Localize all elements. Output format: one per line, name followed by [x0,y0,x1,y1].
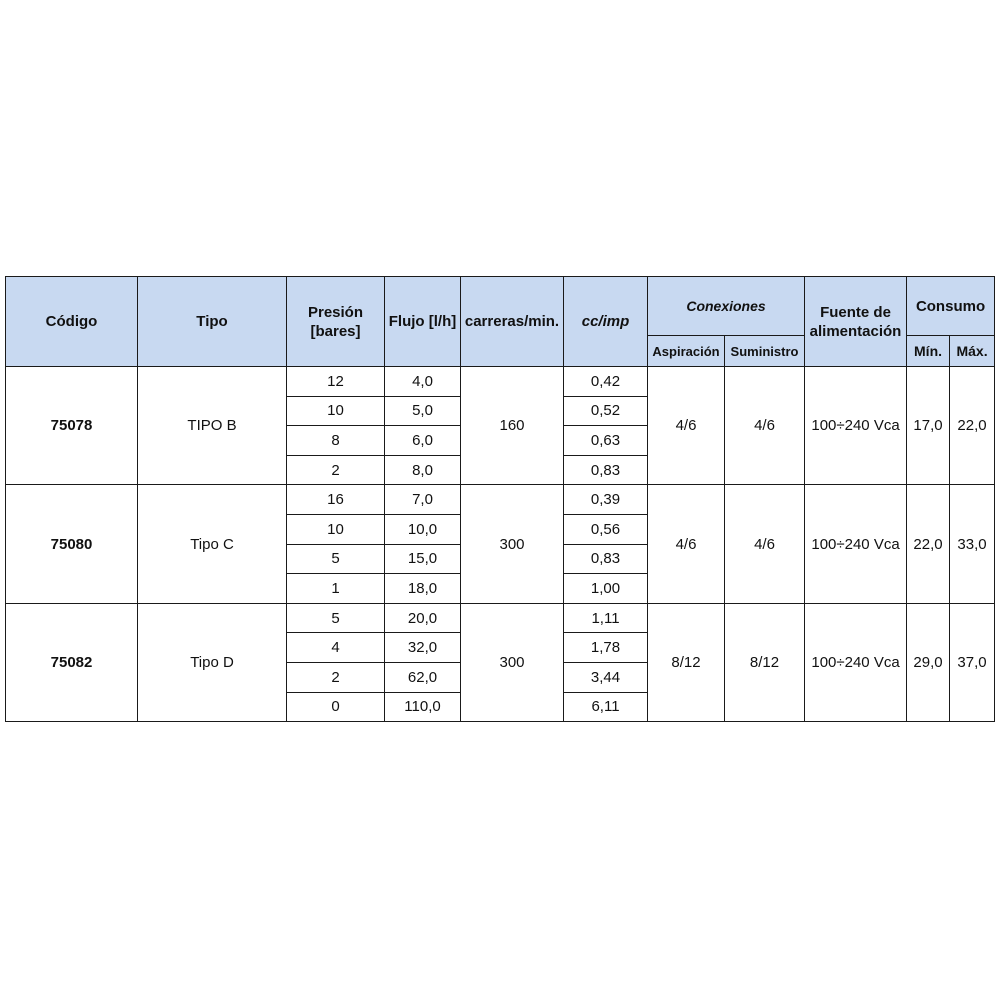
cell-presion: 12 [287,367,385,397]
cell-tipo: Tipo D [138,603,287,721]
header-aspiracion: Aspiración [648,336,725,367]
cell-carreras: 300 [461,603,564,721]
cell-aspiracion: 4/6 [648,485,725,603]
table-row [6,485,995,515]
header-conexiones: Conexiones [648,277,805,336]
cell-cc: 0,42 [564,367,648,397]
cell-cc: 1,11 [564,603,648,633]
cell-flujo: 7,0 [385,485,461,515]
cell-aspiracion: 8/12 [648,603,725,721]
cell-cc: 0,52 [564,396,648,426]
header-suministro: Suministro [725,336,805,367]
cell-aspiracion: 4/6 [648,367,725,485]
header-consumo: Consumo [907,277,995,336]
header-tipo: Tipo [138,277,287,367]
cell-flujo: 8,0 [385,455,461,485]
cell-flujo: 110,0 [385,692,461,722]
cell-cc: 0,39 [564,485,648,515]
cell-cc: 6,11 [564,692,648,722]
cell-tipo: TIPO B [138,367,287,485]
cell-flujo: 10,0 [385,514,461,544]
cell-cc: 0,56 [564,514,648,544]
cell-fuente: 100÷240 Vca [805,603,907,721]
cell-codigo: 75082 [6,603,138,721]
cell-cc: 3,44 [564,662,648,692]
cell-suministro: 4/6 [725,485,805,603]
cell-cc: 0,63 [564,426,648,456]
cell-carreras: 300 [461,485,564,603]
header-min: Mín. [907,336,950,367]
cell-max: 33,0 [950,485,995,603]
cell-max: 22,0 [950,367,995,485]
cell-presion: 1 [287,574,385,604]
cell-cc: 0,83 [564,455,648,485]
cell-presion: 4 [287,633,385,663]
cell-cc: 1,78 [564,633,648,663]
cell-flujo: 6,0 [385,426,461,456]
cell-max: 37,0 [950,603,995,721]
cell-flujo: 20,0 [385,603,461,633]
cell-presion: 5 [287,603,385,633]
cell-presion: 0 [287,692,385,722]
header-carreras: carreras/min. [461,277,564,367]
cell-codigo: 75080 [6,485,138,603]
cell-cc: 0,83 [564,544,648,574]
header-presion: Presión [bares] [287,277,385,367]
table-row [6,367,995,397]
cell-presion: 8 [287,426,385,456]
cell-min: 22,0 [907,485,950,603]
cell-presion: 2 [287,455,385,485]
cell-min: 17,0 [907,367,950,485]
cell-flujo: 4,0 [385,367,461,397]
cell-fuente: 100÷240 Vca [805,367,907,485]
table-header [6,277,995,367]
table-body [6,367,995,722]
cell-presion: 5 [287,544,385,574]
cell-codigo: 75078 [6,367,138,485]
cell-flujo: 62,0 [385,662,461,692]
cell-min: 29,0 [907,603,950,721]
cell-suministro: 8/12 [725,603,805,721]
cell-flujo: 15,0 [385,544,461,574]
cell-flujo: 32,0 [385,633,461,663]
cell-carreras: 160 [461,367,564,485]
cell-presion: 2 [287,662,385,692]
cell-flujo: 5,0 [385,396,461,426]
cell-cc: 1,00 [564,574,648,604]
spec-table [5,276,995,722]
header-cc-imp: cc/imp [564,277,648,367]
header-flujo: Flujo [l/h] [385,277,461,367]
header-codigo: Código [6,277,138,367]
cell-presion: 10 [287,396,385,426]
cell-suministro: 4/6 [725,367,805,485]
cell-presion: 10 [287,514,385,544]
header-max: Máx. [950,336,995,367]
cell-flujo: 18,0 [385,574,461,604]
cell-tipo: Tipo C [138,485,287,603]
cell-fuente: 100÷240 Vca [805,485,907,603]
cell-presion: 16 [287,485,385,515]
table-row [6,603,995,633]
header-fuente: Fuente de alimentación [805,277,907,367]
